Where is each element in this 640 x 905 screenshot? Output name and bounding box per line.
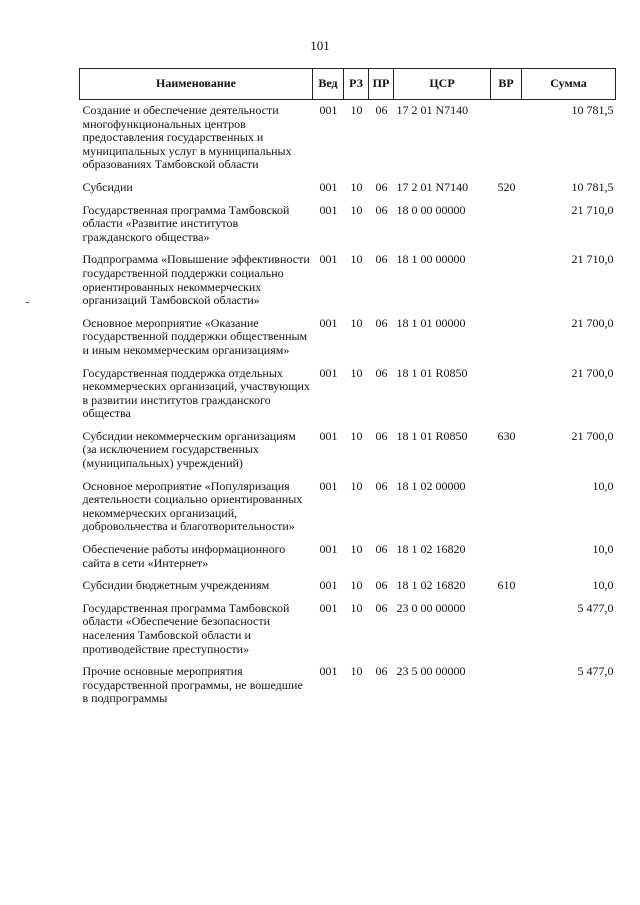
table-row	[80, 426, 616, 476]
cell-vr	[491, 476, 522, 539]
table-row	[80, 575, 616, 598]
cell-csr: 18 1 01 R0850	[396, 428, 468, 443]
table-row	[80, 100, 616, 177]
cell-sum: 21 700,0	[571, 428, 614, 443]
cell-rz: 10	[350, 202, 363, 217]
table-row	[80, 363, 616, 426]
cell-name: Основное мероприятие «Популяризация деятельности социально ориентированных некоммерческих организаций, добровольчества и благотворительности»	[82, 478, 303, 534]
cell-csr: 17 2 01 N7140	[396, 179, 469, 194]
header-pr: ПР	[369, 69, 394, 100]
cell-sum: 21 710,0	[571, 202, 614, 217]
header-vr: ВР	[491, 69, 522, 100]
cell-rz: 10	[350, 315, 363, 330]
cell-rz: 10	[350, 179, 363, 194]
cell-name: Государственная поддержка отдельных некоммерческих организаций, участвующих в развитии институтов гражданского общества	[82, 365, 310, 421]
cell-sum: 10,0	[592, 542, 614, 557]
cell-rz: 10	[350, 428, 363, 443]
cell-name: Государственная программа Тамбовской области «Обеспечение безопасности населения Тамбовской области и противодействие преступности»	[82, 600, 290, 656]
cell-ved: 001	[319, 103, 338, 117]
table-header-row	[80, 69, 616, 100]
cell-csr: 18 1 02 16820	[396, 542, 466, 557]
cell-name: Создание и обеспечение деятельности многофункциональных центров предоставления государственных и муниципальных услуг в муниципальных образованиях Тамбовской области	[82, 103, 292, 172]
cell-vr	[491, 249, 522, 312]
cell-pr: 06	[375, 600, 388, 615]
cell-vr	[491, 661, 522, 711]
cell-pr: 06	[375, 578, 388, 593]
table-row	[80, 539, 616, 575]
cell-pr: 06	[375, 202, 388, 217]
cell-vr: 520	[497, 179, 516, 194]
cell-vr	[491, 539, 522, 575]
cell-pr: 06	[375, 103, 388, 117]
cell-sum: 10 781,5	[571, 103, 614, 117]
cell-name: Субсидии некоммерческим организациям (за исключением государственных (муниципальных) учреждений)	[82, 428, 296, 471]
table-row	[80, 598, 616, 661]
cell-ved: 001	[319, 365, 338, 380]
cell-sum: 5 477,0	[577, 600, 614, 615]
cell-pr: 06	[375, 478, 388, 493]
header-rz: РЗ	[344, 69, 369, 100]
cell-sum: 10,0	[592, 478, 614, 493]
cell-ved: 001	[319, 315, 338, 330]
cell-sum: 21 710,0	[571, 252, 614, 267]
cell-sum: 10,0	[592, 578, 614, 593]
cell-vr: 630	[497, 428, 516, 443]
table-row	[80, 313, 616, 363]
cell-sum: 5 477,0	[577, 664, 614, 679]
cell-vr	[491, 313, 522, 363]
margin-mark	[26, 302, 29, 303]
cell-pr: 06	[375, 542, 388, 557]
header-sum: Сумма	[522, 69, 616, 100]
cell-ved: 001	[319, 179, 338, 194]
header-csr: ЦСР	[394, 69, 491, 100]
table-row	[80, 177, 616, 200]
cell-sum: 21 700,0	[571, 365, 614, 380]
cell-rz: 10	[350, 103, 363, 117]
cell-csr: 18 1 01 00000	[396, 315, 466, 330]
cell-csr: 23 0 00 00000	[396, 600, 466, 615]
cell-csr: 23 5 00 00000	[396, 664, 466, 679]
cell-pr: 06	[375, 315, 388, 330]
cell-pr: 06	[375, 252, 388, 267]
table-row	[80, 476, 616, 539]
cell-rz: 10	[350, 664, 363, 679]
cell-csr: 18 1 02 00000	[396, 478, 466, 493]
cell-name: Прочие основные мероприятия государственной программы, не вошедшие в подпрограммы	[82, 664, 303, 706]
cell-pr: 06	[375, 664, 388, 679]
table-row	[80, 200, 616, 250]
cell-name: Субсидии	[82, 179, 133, 194]
cell-csr: 18 1 00 00000	[396, 252, 466, 267]
header-ved: Вед	[313, 69, 344, 100]
page-number: 101	[310, 38, 330, 53]
cell-vr	[491, 598, 522, 661]
cell-csr: 18 1 01 R0850	[396, 365, 468, 380]
cell-rz: 10	[350, 600, 363, 615]
cell-pr: 06	[375, 179, 388, 194]
cell-csr: 18 1 02 16820	[396, 578, 466, 593]
header-name: Наименование	[80, 69, 313, 100]
cell-vr	[491, 363, 522, 426]
cell-name: Субсидии бюджетным учреждениям	[82, 578, 270, 593]
cell-name: Основное мероприятие «Оказание государственной поддержки общественным и иным некоммерческим организациям»	[82, 315, 308, 357]
table-row	[80, 249, 616, 312]
cell-ved: 001	[319, 428, 338, 443]
cell-ved: 001	[319, 664, 338, 679]
cell-vr	[491, 100, 522, 177]
cell-rz: 10	[350, 542, 363, 557]
cell-pr: 06	[375, 365, 388, 380]
budget-table	[79, 68, 616, 711]
cell-rz: 10	[350, 478, 363, 493]
cell-ved: 001	[319, 542, 338, 557]
cell-sum: 21 700,0	[571, 315, 614, 330]
cell-rz: 10	[350, 252, 363, 267]
cell-name: Государственная программа Тамбовской области «Развитие институтов гражданского общества»	[82, 202, 290, 244]
cell-ved: 001	[319, 478, 338, 493]
cell-csr: 18 0 00 00000	[396, 202, 466, 217]
cell-name: Обеспечение работы информационного сайта в сети «Интернет»	[82, 542, 286, 570]
cell-ved: 001	[319, 578, 338, 593]
cell-vr	[491, 200, 522, 250]
table-row	[80, 661, 616, 711]
cell-ved: 001	[319, 252, 338, 267]
cell-vr: 610	[497, 578, 516, 593]
cell-ved: 001	[319, 202, 338, 217]
cell-ved: 001	[319, 600, 338, 615]
cell-rz: 10	[350, 365, 363, 380]
cell-csr: 17 2 01 N7140	[396, 103, 469, 117]
cell-rz: 10	[350, 578, 363, 593]
cell-name: Подпрограмма «Повышение эффективности государственной поддержки социально ориентированных некоммерческих организаций Тамбовской области»	[82, 252, 310, 308]
cell-sum: 10 781,5	[571, 179, 614, 194]
cell-pr: 06	[375, 428, 388, 443]
